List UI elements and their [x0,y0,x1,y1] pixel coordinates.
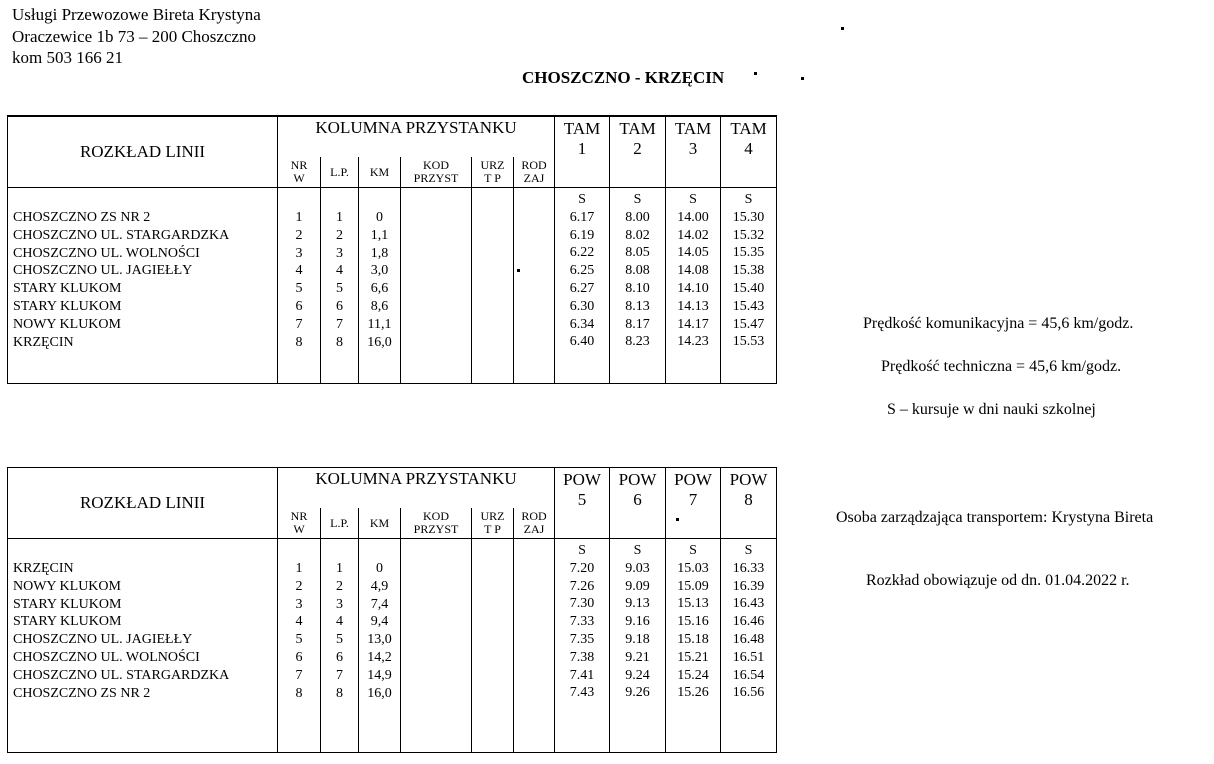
table-cell: 5 [295,632,303,648]
times-column [721,188,777,384]
table-cell: 9.18 [625,631,650,647]
valid-from-note: Rozkład obowiązuje od dn. 01.04.2022 r. [866,572,1130,589]
stray-dot [517,269,520,272]
stray-dot [841,27,844,30]
stop-names-column [8,188,278,384]
times-column [555,188,610,384]
nrw-header: NR W [278,508,321,539]
table-cell: S [689,543,697,558]
kolumna-przystanku-header: KOLUMNA PRZYSTANKU [278,116,555,157]
table-cell: 9.21 [625,649,650,665]
table-cell: 16,0 [367,685,392,701]
table-cell: 8 [295,685,303,701]
table-cell: 16.51 [732,649,765,665]
table-cell: 7.38 [569,649,595,665]
lp-header: L.P. [321,157,359,188]
table-cell: 8,6 [370,298,389,314]
speed-commercial-note: Prędkość komunikacyjna = 45,6 km/godz. [863,315,1134,332]
table-cell: 9.26 [625,685,650,701]
table-cell: 9.13 [625,596,650,612]
table-cell: 14.08 [677,263,709,279]
company-address: Oraczewice 1b 73 – 200 Choszczno [12,27,257,46]
table-cell: 6 [295,298,303,314]
table-cell: 6 [336,649,343,665]
table-cell: 1 [295,210,303,225]
table-cell: 5 [336,281,343,297]
table-cell: 14.10 [677,280,709,296]
stray-dot [676,518,679,521]
table-cell: 7.35 [569,631,595,647]
table-cell: 8 [295,334,303,350]
table-cell: 15.32 [732,227,765,243]
timetable-outbound [7,115,777,384]
table-cell: 6 [336,298,343,314]
rozklad-linii-header: ROZKŁAD LINII [8,116,278,188]
table-cell: 14,2 [367,649,392,665]
company-phone: kom 503 166 21 [12,48,123,67]
table-cell: 3 [295,596,303,612]
table-cell: S [633,543,642,558]
times-column [555,539,610,753]
table-cell: 6.34 [569,316,595,332]
table-cell: 6.19 [569,227,595,243]
table-cell: 1,1 [370,227,389,243]
course-header: TAM 4 [721,116,777,188]
times-column [721,539,777,753]
table-cell: 4,9 [370,578,389,594]
table-cell: 7.43 [569,685,595,701]
table-cell: 5 [295,281,303,297]
kolumna-przystanku-header: KOLUMNA PRZYSTANKU [278,468,555,509]
table-cell: S [744,192,753,207]
table-cell: 15.53 [732,334,765,350]
route-title: CHOSZCZNO - KRZĘCIN [522,68,725,87]
table-cell: STARY KLUKOM [13,596,122,612]
table-cell: 4 [295,614,303,630]
table-cell: 14.05 [677,245,709,261]
table-cell: 15.03 [677,560,709,576]
table-cell: 14.02 [677,227,709,243]
urz-column [472,539,514,753]
stop-names-column [8,539,278,753]
table-cell: 8.05 [625,245,650,261]
table-cell: STARY KLUKOM [13,281,122,297]
table-cell: 9.03 [625,560,650,576]
nrw-header: NR W [278,157,321,188]
table-cell: 16.39 [732,578,765,594]
rod-column [514,539,555,753]
table-cell: 6.17 [569,209,595,225]
table-cell: 2 [336,227,343,243]
transport-manager-note: Osoba zarządzająca transportem: Krystyna Bireta [836,509,1154,526]
km-header: KM [359,508,401,539]
lp-column [321,539,359,753]
times-column [666,539,721,753]
table-cell: 8.02 [625,227,650,243]
table-cell: 8.13 [625,298,650,314]
stray-dot [801,77,804,80]
kod-header: KOD PRZYST [401,157,472,188]
table-cell: 7.30 [569,596,595,612]
table-cell: 16.43 [732,596,765,612]
table-cell: KRZĘCIN [13,561,74,576]
table-cell: 14.17 [677,316,709,332]
table-cell: 1 [295,561,303,576]
urz-header: URZ T P [472,157,514,188]
table-cell: 5 [336,632,343,648]
table-cell: 15.40 [732,280,765,296]
table-cell: 6.40 [569,334,595,350]
table-cell: 16.46 [732,614,765,630]
table-cell: S [578,192,586,207]
table-cell: 16.56 [732,685,765,701]
table-cell: 8.17 [625,316,650,332]
table-cell: 6 [295,649,303,665]
table-cell: 8.00 [625,209,650,225]
rod-header: ROD ZAJ [514,157,555,188]
table-cell: CHOSZCZNO UL. JAGIEŁŁY [13,632,193,648]
table-cell: 6,6 [370,281,389,297]
course-header: TAM 3 [666,116,721,188]
table-cell: 11,1 [367,316,392,332]
table-cell: CHOSZCZNO UL. STARGARDZKA [13,667,230,683]
lp-column [321,188,359,384]
table-cell: 15.47 [732,316,765,332]
table-cell: 7 [295,667,303,683]
nrw-column [278,188,321,384]
rozklad-linii-header: ROZKŁAD LINII [8,468,278,539]
table-cell: 3 [336,245,343,261]
rod-column [514,188,555,384]
times-column [610,188,666,384]
table-cell: 15.26 [677,685,709,701]
table-cell: 13,0 [367,632,392,648]
kod-column [401,188,472,384]
kod-column [401,539,472,753]
table-cell: 8.08 [625,263,650,279]
table-cell: 15.09 [677,578,709,594]
table-cell: S [633,192,642,207]
school-days-note: S – kursuje w dni nauki szkolnej [887,401,1096,418]
rod-header: ROD ZAJ [514,508,555,539]
table-cell: 6.30 [569,298,595,314]
table-cell: 8.10 [625,280,650,296]
table-cell: CHOSZCZNO ZS NR 2 [13,210,151,225]
table-cell: 0 [376,210,383,225]
table-cell: STARY KLUKOM [13,298,122,314]
table-cell: 3 [336,596,343,612]
table-cell: 15.24 [677,667,709,683]
table-cell: 9.24 [625,667,650,683]
course-header: POW 5 [555,468,610,539]
table-cell: NOWY KLUKOM [13,316,121,332]
table-cell: 8.23 [625,334,650,350]
km-header: KM [359,157,401,188]
table-cell: 7.26 [569,578,595,594]
table-cell: S [578,543,586,558]
table-cell: 3 [295,245,303,261]
stray-dot [754,72,757,75]
table-cell: 6.22 [569,245,595,261]
table-cell: 9.16 [625,614,650,630]
table-cell: CHOSZCZNO ZS NR 2 [13,685,151,701]
table-cell: 14.13 [677,298,709,314]
table-cell: 7.33 [569,614,595,630]
table-cell: 3,0 [370,263,389,279]
table-cell: 15.43 [732,298,765,314]
table-cell: 15.30 [732,209,765,225]
table-cell: 2 [295,227,303,243]
table-cell: STARY KLUKOM [13,614,122,630]
table-cell: 15.18 [677,631,709,647]
table-cell: 0 [376,561,383,576]
timetable-return [7,467,777,753]
table-cell: NOWY KLUKOM [13,578,121,594]
table-cell: 14.23 [677,334,709,350]
times-column [666,188,721,384]
lp-header: L.P. [321,508,359,539]
table-cell: 16.48 [732,631,765,647]
table-cell: 4 [336,614,343,630]
table-cell: 15.35 [732,245,765,261]
table-cell: 6.25 [569,263,595,279]
course-header: TAM 1 [555,116,610,188]
table-cell: 8 [336,334,343,350]
urz-column [472,188,514,384]
course-header: POW 7 [666,468,721,539]
km-column [359,188,401,384]
kod-header: KOD PRZYST [401,508,472,539]
table-cell: S [744,543,753,558]
table-cell: 4 [295,263,303,279]
table-cell: 14,9 [367,667,392,683]
table-cell: 2 [336,578,343,594]
speed-technical-note: Prędkość techniczna = 45,6 km/godz. [881,358,1122,375]
times-column [610,539,666,753]
company-name: Usługi Przewozowe Bireta Krystyna [12,5,261,24]
table-cell: 15.13 [677,596,709,612]
table-cell: 7.20 [569,560,595,576]
course-header: TAM 2 [610,116,666,188]
table-cell: 8 [336,685,343,701]
table-cell: 7 [295,316,303,332]
table-cell: 6.27 [569,280,595,296]
nrw-column [278,539,321,753]
table-cell: 7 [336,667,343,683]
table-cell: 16.54 [732,667,765,683]
table-cell: 16,0 [367,334,392,350]
table-cell: 16.33 [732,560,765,576]
table-cell: KRZĘCIN [13,334,74,350]
table-cell: 1 [336,561,343,576]
table-cell: 1,8 [370,245,389,261]
table-cell: 9,4 [370,614,389,630]
urz-header: URZ T P [472,508,514,539]
table-cell: 15.38 [732,263,765,279]
km-column [359,539,401,753]
table-cell: 15.21 [677,649,709,665]
table-cell: CHOSZCZNO UL. WOLNOŚCI [13,649,200,665]
table-cell: S [689,192,697,207]
course-header: POW 6 [610,468,666,539]
table-cell: 7 [336,316,343,332]
table-cell: 7,4 [370,596,389,612]
table-cell: CHOSZCZNO UL. JAGIEŁŁY [13,263,193,279]
table-cell: 2 [295,578,303,594]
table-cell: CHOSZCZNO UL. STARGARDZKA [13,227,230,243]
course-header: POW 8 [721,468,777,539]
table-cell: 1 [336,210,343,225]
table-cell: 4 [336,263,343,279]
table-cell: 7.41 [569,667,595,683]
table-cell: 14.00 [677,209,709,225]
table-cell: 15.16 [677,614,709,630]
table-cell: 9.09 [625,578,650,594]
table-cell: CHOSZCZNO UL. WOLNOŚCI [13,245,200,261]
